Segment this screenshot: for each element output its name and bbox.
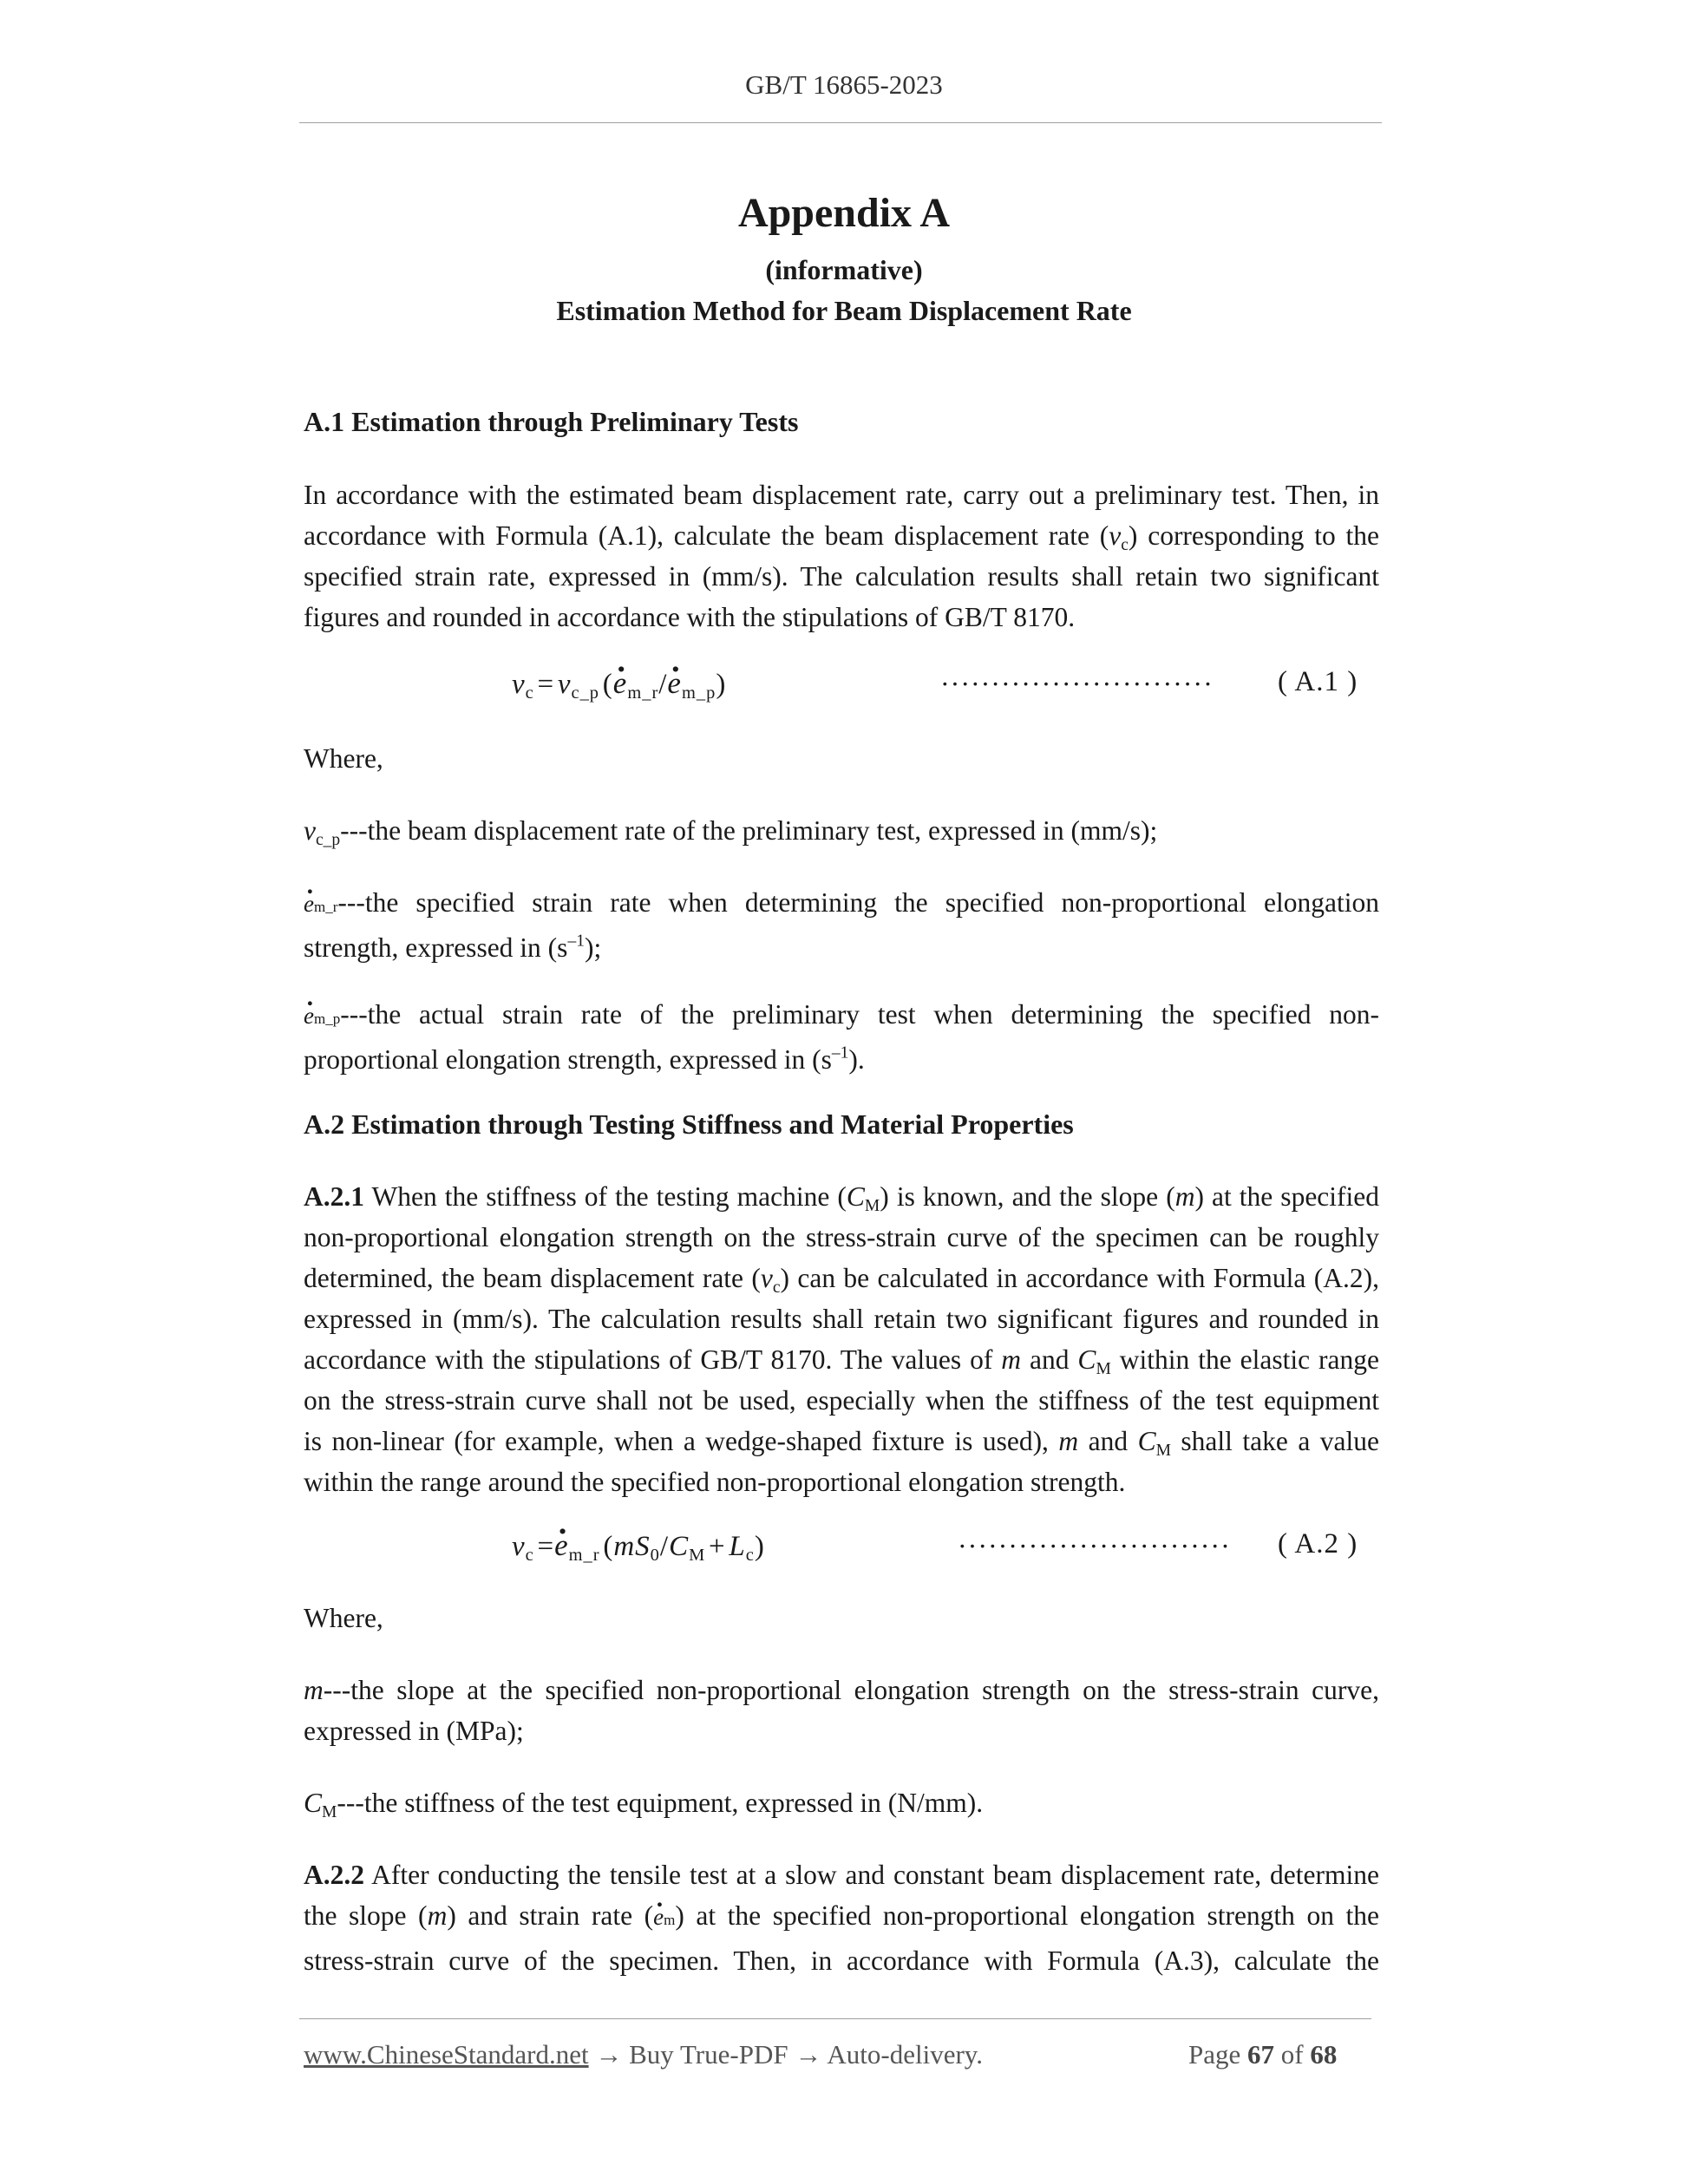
- formula-a1-number: ( A.1 ): [1278, 666, 1358, 697]
- symbol-e-dot: . e: [304, 884, 314, 925]
- formula-a2-leader: ···························: [958, 1530, 1231, 1561]
- section-a1-paragraph: [304, 474, 1379, 638]
- subscript: m_r: [313, 899, 338, 915]
- symbol-m: m: [1058, 1426, 1079, 1456]
- subscript: M: [864, 1196, 880, 1215]
- symbol-m: m: [304, 1675, 324, 1705]
- text: is non-linear (for example, when a wedge-shaped fixture is used),: [304, 1426, 1059, 1456]
- a1-def-vcp: [304, 810, 1379, 851]
- symbol-m: m: [1174, 1181, 1195, 1212]
- page-label: Page: [1188, 2039, 1241, 2070]
- footer-buy-text: Buy True-PDF: [629, 2039, 788, 2070]
- footer-promo: [304, 2039, 983, 2070]
- symbol-v: v: [1109, 520, 1122, 551]
- symbol-m: m: [1001, 1344, 1022, 1375]
- a2-where: Where,: [304, 1603, 383, 1633]
- a21-line: within the range around the specified non-proportional elongation strength.: [304, 1467, 1126, 1497]
- superscript: –1: [567, 932, 585, 951]
- a1-para-line: figures and rounded in accordance with the stipulations of GB/T 8170.: [304, 602, 1076, 632]
- text: );: [584, 932, 602, 963]
- symbol-m: m: [427, 1900, 448, 1931]
- symbol-c: C: [846, 1181, 865, 1212]
- text: After conducting the tensile test at a slow and constant beam displacement rate, determine: [364, 1860, 1379, 1890]
- text: ) at the specified: [1194, 1181, 1380, 1212]
- subscript: m_p: [313, 1010, 341, 1027]
- appendix-subtitle: Estimation Method for Beam Displacement Rate: [556, 295, 1132, 326]
- page-of: of: [1280, 2039, 1304, 2070]
- text: ) can be calculated in accordance with Formula (A.2),: [780, 1263, 1379, 1293]
- a2-def-m: [304, 1670, 1379, 1751]
- text: shall take a value: [1170, 1426, 1379, 1456]
- text: ).: [848, 1044, 865, 1075]
- appendix-type: (informative): [765, 254, 923, 285]
- formula-a2: $v_c$ =. $e_{m\_r}$ ($mS_0/C_M$ + $L_c$): [512, 1528, 765, 1563]
- symbol-v: v: [760, 1263, 773, 1293]
- a1-def-emp: [304, 994, 1379, 1080]
- symbol-e-dot: . e: [653, 1897, 664, 1938]
- subscript: c: [772, 1278, 781, 1297]
- page-total: 68: [1310, 2039, 1338, 2070]
- text: determined, the beam displacement rate (: [304, 1263, 761, 1293]
- footer-divider: [299, 2018, 1371, 2019]
- symbol-e-dot: . e: [304, 996, 314, 1036]
- text: ) and strain rate (: [447, 1900, 654, 1931]
- section-a2-heading: A.2 Estimation through Testing Stiffness and Material Properties: [304, 1108, 1074, 1140]
- a22-line: [304, 1854, 1379, 1895]
- a1-def-line: [304, 1044, 865, 1075]
- superscript: –1: [831, 1043, 849, 1063]
- text: the slope (: [304, 1900, 428, 1931]
- subscript: c_p: [315, 830, 341, 849]
- section-a22-paragraph: [304, 1854, 1379, 1981]
- section-a1-heading: A.1 Estimation through Preliminary Tests: [304, 406, 799, 437]
- a1-def-emr: [304, 882, 1379, 968]
- symbol-c: C: [1137, 1426, 1156, 1456]
- text: ---the beam displacement rate of the preliminary test, expressed in (mm/s);: [340, 815, 1158, 846]
- text: ---the slope at the specified non-proportional elongation strength on the stress-strain curve,: [323, 1675, 1379, 1705]
- a1-para-line: In accordance with the estimated beam displacement rate, carry out a preliminary test. Then, in: [304, 480, 1379, 510]
- formula-a1: $v_c$ = $v_{c\_p}$ (. $e_{m\_r}/$. $e_{m\_p}$): [512, 666, 726, 701]
- a21-line: [304, 1421, 1379, 1461]
- a1-def-line: [304, 882, 1379, 927]
- a1-para-line: specified strain rate, expressed in (mm/s). The calculation results shall retain two significant: [304, 561, 1379, 592]
- footer-delivery-text: Auto-delivery.: [827, 2039, 984, 2070]
- text: When the stiffness of the testing machine (: [364, 1181, 847, 1212]
- subscript: c: [1121, 535, 1129, 554]
- page-indicator: [1188, 2039, 1337, 2070]
- text: ---the actual strain rate of the preliminary test when determining the specified non-: [340, 999, 1379, 1030]
- text: ) at the specified non-proportional elongation strength on the: [675, 1900, 1379, 1931]
- appendix-title: Appendix A: [737, 190, 951, 236]
- a2-def-cm: [304, 1782, 1379, 1823]
- formula-a2-number: ( A.2 ): [1278, 1528, 1358, 1560]
- a21-line: [304, 1176, 1379, 1217]
- subscript: M: [1096, 1359, 1111, 1378]
- a21-line: on the stress-strain curve shall not be used, especially when the stiffness of the test equipment: [304, 1385, 1379, 1416]
- symbol-c: C: [1077, 1344, 1096, 1375]
- a1-para-line: [304, 515, 1379, 556]
- text: accordance with Formula (A.1), calculate the beam displacement rate (: [304, 520, 1109, 551]
- symbol-c: C: [304, 1788, 323, 1818]
- subscript: M: [322, 1802, 337, 1821]
- symbol-v: v: [304, 815, 316, 846]
- a1-def-line: [304, 994, 1379, 1039]
- a1-where: Where,: [304, 743, 383, 774]
- a22-line: [304, 1895, 1379, 1940]
- formula-a1-leader: ···························: [940, 668, 1214, 699]
- text: and: [1021, 1344, 1078, 1375]
- subscript: M: [1155, 1441, 1171, 1460]
- text: ) is known, and the slope (: [880, 1181, 1175, 1212]
- a21-line: non-proportional elongation strength on the stress-strain curve of the specimen can be roughly: [304, 1222, 1379, 1252]
- text: ---the specified strain rate when determining the specified non-proportional elongation: [337, 887, 1379, 918]
- text: proportional elongation strength, expressed in (s: [304, 1044, 832, 1075]
- text: ---the stiffness of the test equipment, expressed in (N/mm).: [337, 1788, 984, 1818]
- a1-def-line: [304, 932, 601, 963]
- a22-line: stress-strain curve of the specimen. Then, in accordance with Formula (A.3), calculate the: [304, 1945, 1379, 1976]
- text: ) corresponding to the: [1128, 520, 1379, 551]
- section-a21-paragraph: [304, 1176, 1379, 1502]
- a21-line: expressed in (mm/s). The calculation results shall retain two significant figures and rounded in: [304, 1304, 1379, 1334]
- header-divider: [299, 122, 1382, 123]
- text: within the elastic range: [1110, 1344, 1379, 1375]
- text: and: [1078, 1426, 1138, 1456]
- a21-line: [304, 1258, 1379, 1298]
- a21-line: [304, 1339, 1379, 1380]
- subscript: m: [664, 1912, 676, 1928]
- text: strength, expressed in (s: [304, 932, 568, 963]
- text: accordance with the stipulations of GB/T 8170. The values of: [304, 1344, 1002, 1375]
- clause-number: A.2.1: [304, 1181, 364, 1212]
- arrow-right-icon: →: [795, 2039, 822, 2070]
- header-doc-id: GB/T 16865-2023: [745, 69, 943, 100]
- a2-def-line: expressed in (MPa);: [304, 1716, 524, 1746]
- arrow-right-icon: →: [595, 2039, 623, 2070]
- a2-def-line: [304, 1670, 1379, 1710]
- clause-number: A.2.2: [304, 1860, 364, 1890]
- page-number: 67: [1247, 2039, 1275, 2070]
- footer-link[interactable]: www.ChineseStandard.net: [304, 2039, 589, 2070]
